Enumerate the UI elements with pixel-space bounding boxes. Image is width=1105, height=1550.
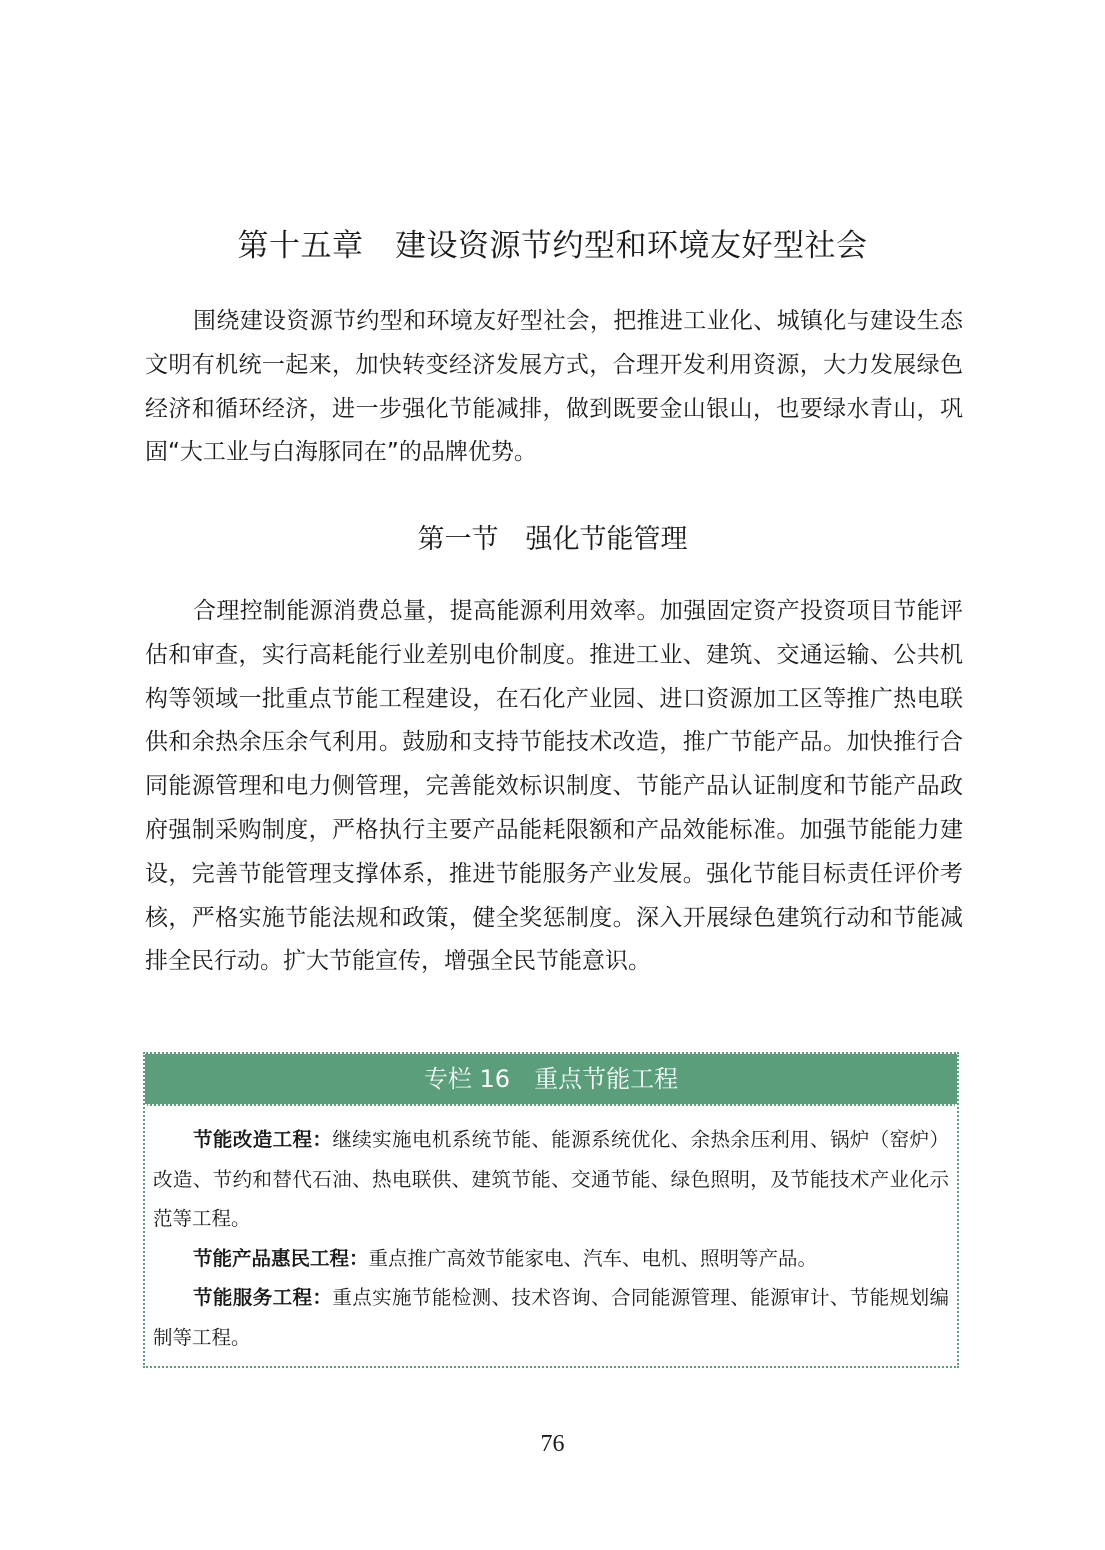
box-item-label: 节能改造工程：	[193, 1128, 333, 1151]
box-item-text: 重点推广高效节能家电、汽车、电机、照明等产品。	[368, 1246, 818, 1270]
box-item	[153, 1278, 949, 1357]
box-item-label: 节能产品惠民工程：	[193, 1246, 369, 1270]
box-item-label: 节能服务工程：	[193, 1286, 333, 1309]
chapter-title: 第十五章 建设资源节约型和环境友好型社会	[237, 228, 868, 264]
box-item-text: 继续实施电机系统节能、能源系统优化、余热余压利用、锅炉（窑炉）改造、节约和替代石油、热电联供、建筑节能、交通节能、绿色照明，及节能技术产业化示范等工程。	[153, 1128, 949, 1230]
section-title: 第一节 强化节能管理	[417, 524, 688, 555]
box-header: 专栏 16 重点节能工程	[145, 1054, 957, 1106]
page-number: 76	[540, 1431, 565, 1457]
box-body	[145, 1106, 957, 1357]
box-item-text: 重点实施节能检测、技术咨询、合同能源管理、能源审计、节能规划编制等工程。	[153, 1286, 949, 1349]
intro-paragraph: 围绕建设资源节约型和环境友好型社会，把推进工业化、城镇化与建设生态文明有机统一起来，加快转变经济发展方式，合理开发利用资源，大力发展绿色经济和循环经济，进一步强化节能减排，做到既要金山银山，也要绿水青山，巩固“大工业与白海豚同在”的品牌优势。	[145, 308, 963, 466]
section-paragraph: 合理控制能源消费总量，提高能源利用效率。加强固定资产投资项目节能评估和审查，实行高耗能行业差别电价制度。推进工业、建筑、交通运输、公共机构等领域一批重点节能工程建设，在石化产业园、进口资源加工区等推广热电联供和余热余压余气利用。鼓励和支持节能技术改造，推广节能产品。加快推行合同能源管理和电力侧管理，完善能效标识制度、节能产品认证制度和节能产品政府强制采购制度，严格执行主要产品能耗限额和产品效能标准。加强节能能力建设，完善节能管理支撑体系，推进节能服务产业发展。强化节能目标责任评价考核，严格实施节能法规和政策，健全奖惩制度。深入开展绿色建筑行动和节能减排全民行动。扩大节能宣传，增强全民节能意识。	[145, 598, 963, 975]
sidebar-box-key-projects	[143, 1052, 959, 1368]
box-item	[153, 1239, 949, 1279]
box-item	[153, 1120, 949, 1239]
